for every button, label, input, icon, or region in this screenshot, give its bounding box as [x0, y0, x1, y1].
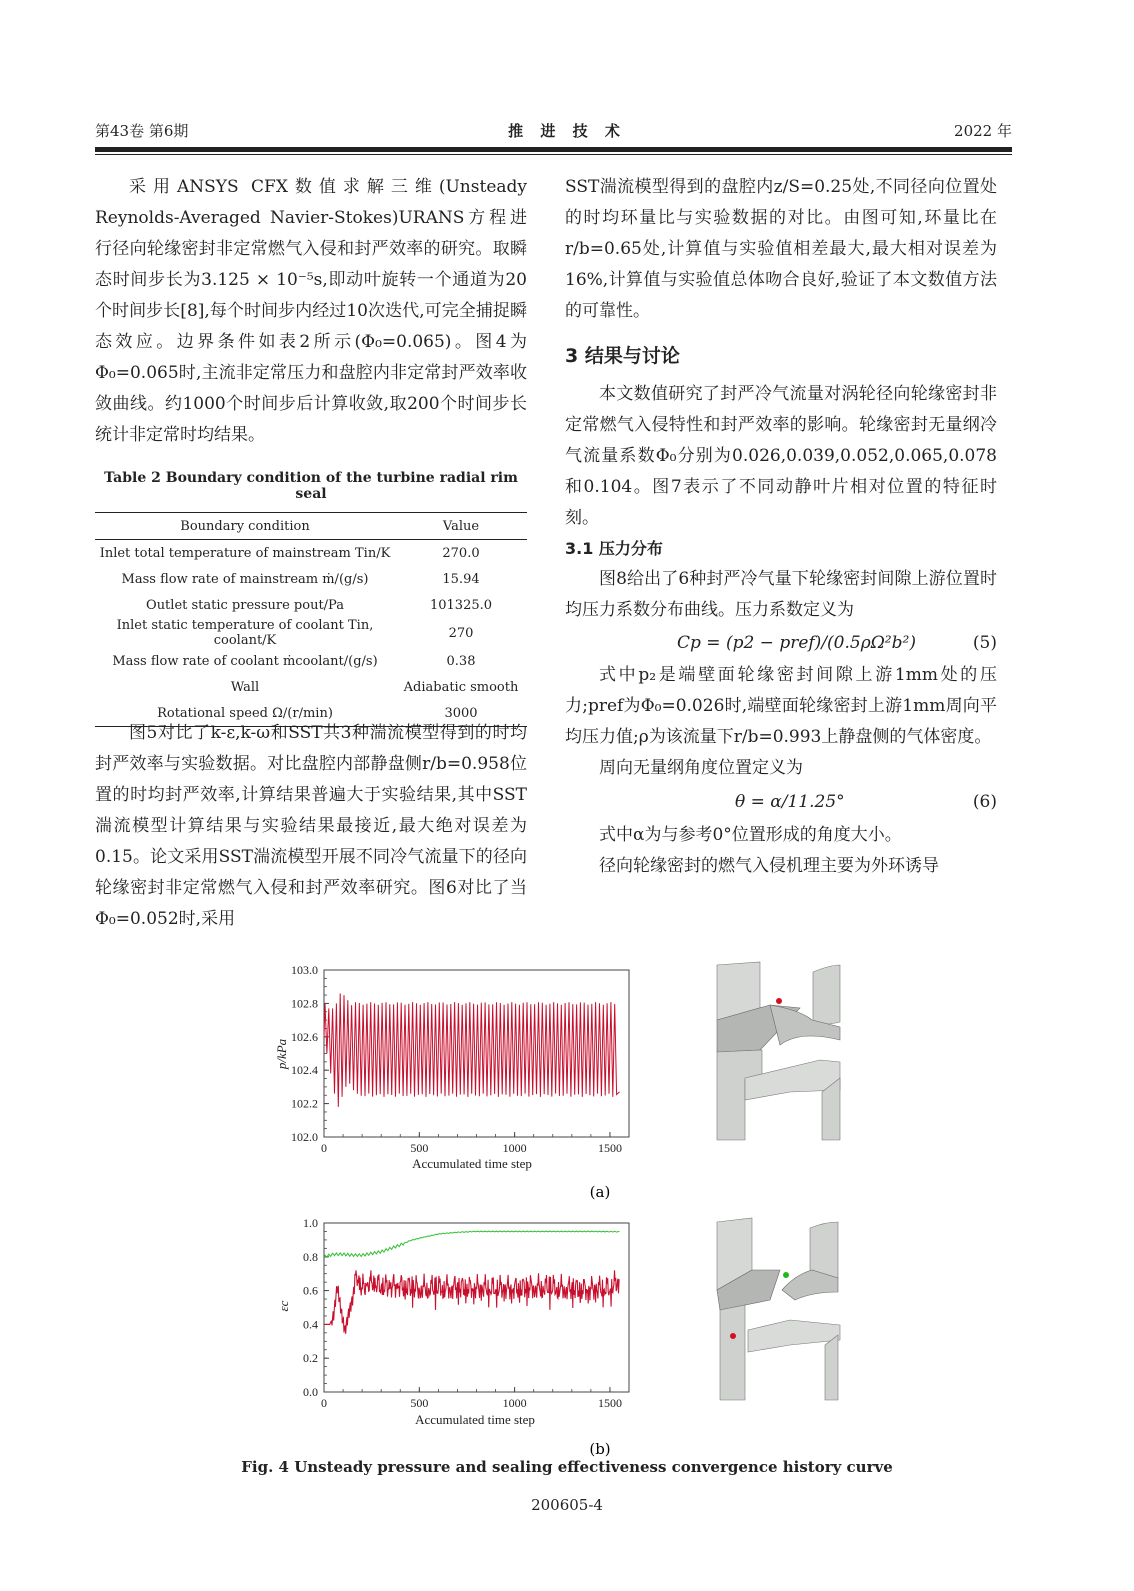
table-cell: Wall	[230, 679, 260, 695]
chart-pressure	[274, 963, 629, 1171]
subfigure-label-a: (a)	[589, 1183, 611, 1201]
x-tick-label: 1500	[597, 1396, 622, 1410]
subfigure-label-b: (b)	[589, 1440, 611, 1458]
table-cell: Adiabatic smooth	[403, 679, 519, 695]
x-tick-label: 1000	[502, 1141, 527, 1155]
series-line-pressure	[324, 993, 620, 1107]
chart-sealing-effectiveness	[276, 1216, 629, 1427]
series-line-red	[324, 1270, 619, 1334]
plot-frame	[324, 1223, 629, 1392]
table-cell: Mass flow rate of mainstream ṁ/(g/s)	[121, 571, 369, 587]
y-tick-label: 102.2	[291, 1096, 318, 1111]
monitor-point-red	[730, 1333, 736, 1339]
paragraph: 式中p₂是端壁面轮缘密封间隙上游1mm处的压力;pref为Φ₀=0.026时,端壁面轮缘密封上游1mm周向平均压力值;ρ为该流量下r/b=0.993上静盘侧的气体密度。	[565, 665, 997, 747]
paragraph: 周向无量纲角度位置定义为	[599, 758, 803, 778]
table-cell: 270	[448, 625, 474, 641]
x-tick-label: 500	[410, 1141, 429, 1155]
y-axis-label: p/kPa	[274, 1038, 289, 1070]
y-tick-label: 102.0	[291, 1130, 318, 1144]
table-cell: Mass flow rate of coolant ṁcoolant/(g/s)	[112, 653, 378, 669]
y-tick-label: 0.6	[303, 1283, 318, 1298]
y-tick-label: 103.0	[291, 963, 318, 977]
y-tick-label: 1.0	[303, 1216, 318, 1230]
y-tick-label: 0.2	[303, 1351, 318, 1366]
table-cell: 15.94	[442, 571, 480, 587]
y-tick-label: 0.0	[303, 1385, 318, 1399]
y-tick-label: 102.8	[291, 996, 318, 1011]
x-tick-label: 0	[321, 1141, 327, 1155]
paragraph: SST湍流模型得到的盘腔内z/S=0.25处,不同径向位置处的时均环量比与实验数据的对比。由图可知,环量比在r/b=0.65处,计算值与实验值相差最大,最大相对误差为16%,计算值与实验值总体吻合良好,验证了本文数值方法的可靠性。	[565, 177, 997, 321]
equation-number: (6)	[972, 792, 997, 812]
x-axis-label: Accumulated time step	[415, 1412, 535, 1427]
table-cell: 3000	[444, 705, 478, 721]
series-line-green	[324, 1231, 620, 1257]
y-tick-label: 0.8	[303, 1249, 318, 1264]
equation-body: Cp = (p2 − pref)/(0.5ρΩ²b²)	[677, 633, 916, 653]
column-header: Value	[442, 518, 480, 534]
rim-seal-geometry-render-a	[717, 962, 840, 1140]
table-cell: Outlet static pressure pout/Pa	[146, 597, 344, 613]
running-header-volume: 第43卷 第6期	[95, 122, 189, 140]
section-heading-3-1: 3.1 压力分布	[565, 539, 663, 558]
paragraph: 径向轮缘密封的燃气入侵机理主要为外环诱导	[599, 856, 939, 876]
section-heading-3: 3 结果与讨论	[565, 345, 680, 367]
rim-seal-geometry-render-b	[717, 1218, 840, 1400]
table-cell: Rotational speed Ω/(r/min)	[157, 705, 333, 721]
y-tick-label: 102.4	[291, 1063, 318, 1078]
page-number: 200605-4	[531, 1496, 603, 1514]
table-cell: Inlet total temperature of mainstream Tin/K	[99, 545, 391, 561]
paragraph: 图8给出了6种封严冷气量下轮缘密封间隙上游位置时均压力系数分布曲线。压力系数定义为	[565, 569, 997, 620]
monitor-point-green	[783, 1272, 789, 1278]
table-cell: 0.38	[446, 653, 476, 669]
table-caption: Table 2 Boundary condition of the turbine radial rim seal	[104, 470, 518, 502]
x-tick-label: 1000	[502, 1396, 527, 1410]
y-axis-label: εc	[276, 1300, 291, 1312]
equation-body: θ = α/11.25°	[735, 792, 845, 812]
table-cell: 270.0	[442, 545, 480, 561]
x-tick-label: 500	[410, 1396, 429, 1410]
x-tick-label: 1500	[597, 1141, 622, 1155]
monitor-point-red	[776, 998, 782, 1004]
y-tick-label: 0.4	[303, 1317, 318, 1332]
paragraph: 采用ANSYS CFX数值求解三维(Unsteady Reynolds-Averaged Navier-Stokes)URANS方程进行径向轮缘密封非定常燃气入侵和封严效率的研究。取瞬态时间步长为3.125 × 10⁻⁵s,即动叶旋转一个通道为20个时间步长[8],每个时间步内经过10次迭代,可完全捕捉瞬态效应。边界条件如表2所示(Φ₀=0.065)。图4为Φ₀=0.065时,主流非定常压力和盘腔内非定常封严效率收敛曲线。约1000个时间步后计算收敛,取200个时间步长统计非定常时均结果。	[95, 177, 527, 445]
equation-number: (5)	[972, 633, 997, 653]
running-header-journal: 推 进 技 术	[508, 122, 626, 140]
table-cell: Inlet static temperature of coolant Tin, coolant/K	[116, 618, 374, 648]
y-tick-label: 102.6	[291, 1029, 318, 1044]
paragraph: 本文数值研究了封严冷气流量对涡轮径向轮缘密封非定常燃气入侵特性和封严效率的影响。轮缘密封无量纲冷气流量系数Φ₀分别为0.026,0.039,0.052,0.065,0.078和0.104。图7表示了不同动静叶片相对位置的特征时刻。	[565, 384, 997, 528]
running-header-year: 2022 年	[954, 122, 1012, 140]
column-header: Boundary condition	[180, 518, 310, 534]
figure-caption: Fig. 4 Unsteady pressure and sealing effectiveness convergence history curve	[241, 1458, 893, 1476]
x-axis-label: Accumulated time step	[412, 1156, 532, 1171]
table-cell: 101325.0	[429, 597, 493, 613]
x-tick-label: 0	[321, 1396, 327, 1410]
paragraph: 图5对比了k-ε,k-ω和SST共3种湍流模型得到的时均封严效率与实验数据。对比盘腔内部静盘侧r/b=0.958位置的时均封严效率,计算结果普遍大于实验结果,其中SST湍流模型计算结果与实验结果最接近,最大绝对误差为0.15。论文采用SST湍流模型开展不同冷气流量下的径向轮缘密封非定常燃气入侵和封严效率研究。图6对比了当Φ₀=0.052时,采用	[95, 723, 527, 929]
paragraph: 式中α为与参考0°位置形成的角度大小。	[599, 825, 902, 845]
